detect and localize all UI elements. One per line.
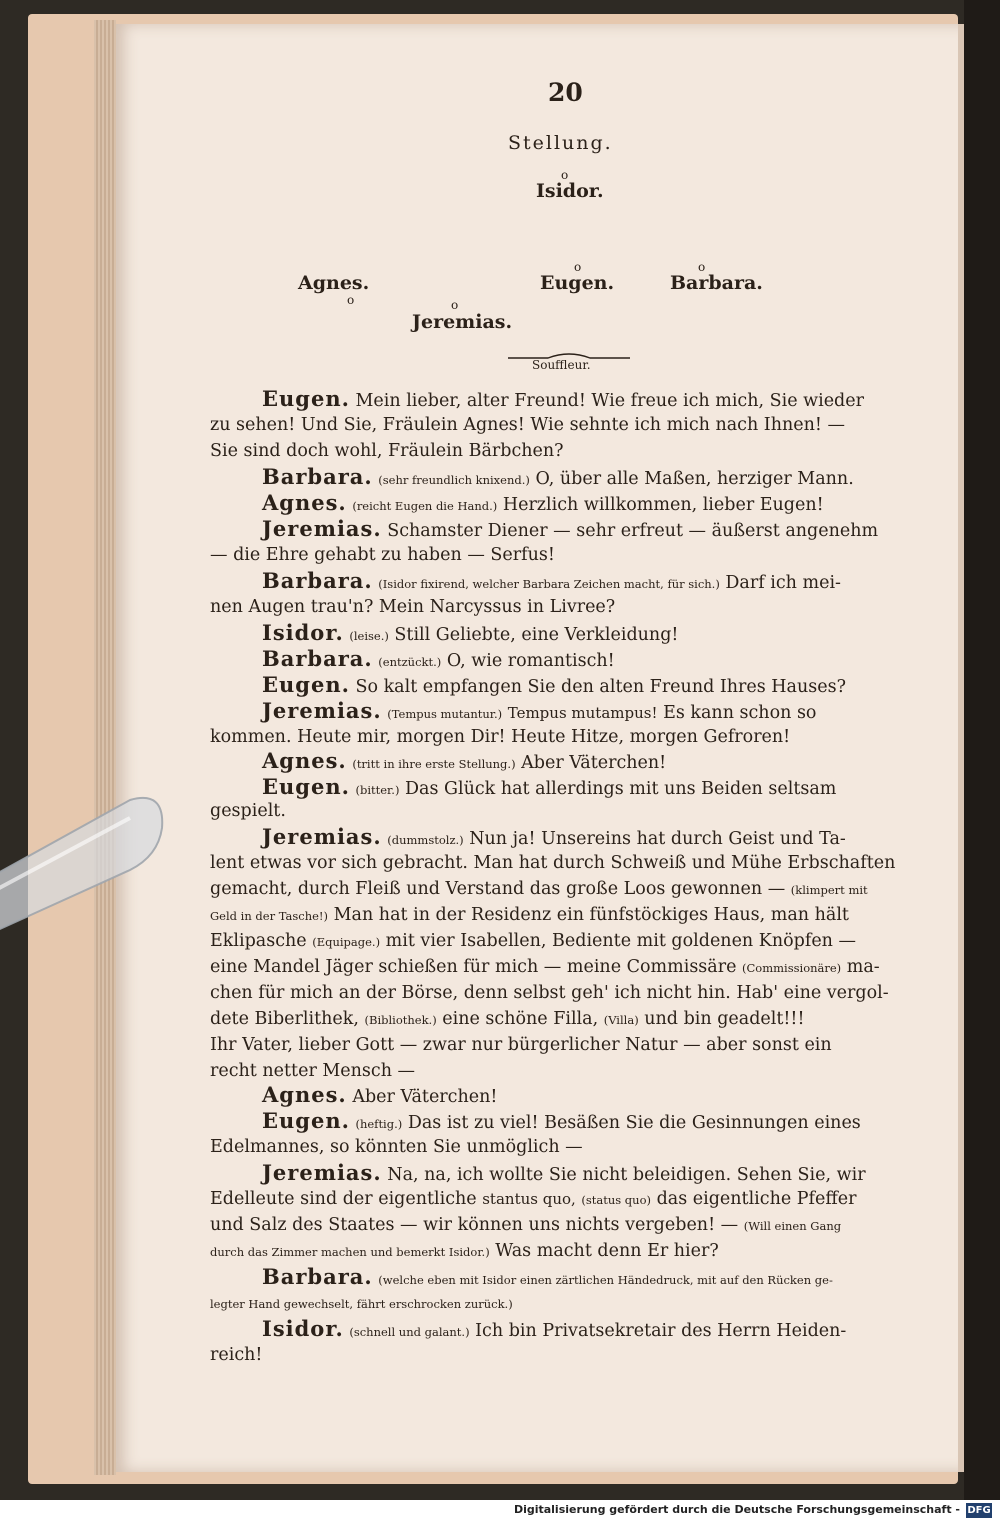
stage-heading: Stellung. bbox=[508, 132, 613, 154]
dialogue-text-segment: Edelmannes, so könnten Sie unmöglich — bbox=[210, 1137, 583, 1157]
footer-credit: Digitalisierung gefördert durch die Deutsche Forschungsgemeinschaft - bbox=[513, 1503, 960, 1516]
dialogue-text-segment: kommen. Heute mir, morgen Dir! Heute Hitze, morgen Gefroren! bbox=[210, 727, 791, 747]
dialogue-text-segment: lent etwas vor sich gebracht. Man hat durch Schweiß und Mühe Erbschaften bbox=[210, 853, 896, 873]
dialogue-text-segment: chen für mich an der Börse, denn selbst geh' ich nicht hin. Hab' eine vergol- bbox=[210, 983, 889, 1003]
text-line bbox=[210, 1238, 940, 1264]
dialogue-text-segment: Na, na, ich wollte Sie nicht beleidigen. Sehen Sie, wir bbox=[387, 1165, 866, 1185]
dialogue-text-segment: reich! bbox=[210, 1345, 263, 1365]
stage-direction: Geld in der Tasche!) bbox=[210, 909, 329, 923]
stage-direction: (dummstolz.) bbox=[387, 833, 464, 847]
text-line bbox=[262, 1082, 940, 1108]
text-line bbox=[262, 464, 940, 490]
text-line bbox=[210, 928, 940, 954]
dialogue-text-segment: Was macht denn Er hier? bbox=[495, 1241, 719, 1261]
dialogue-text-segment: Herzlich willkommen, lieber Eugen! bbox=[502, 495, 824, 515]
stage-isidor: Isidor. bbox=[536, 180, 604, 202]
stage-direction: (Will einen Gang bbox=[743, 1219, 842, 1233]
stage-direction: (Bibliothek.) bbox=[364, 1013, 437, 1027]
stage-direction: (heftig.) bbox=[355, 1117, 403, 1131]
speaker-name: Eugen. bbox=[262, 386, 350, 411]
text-line bbox=[262, 516, 940, 542]
text-line bbox=[262, 646, 940, 672]
dialogue-text-segment: gespielt. bbox=[210, 801, 286, 821]
dialogue-text-segment: und bin geadelt!!! bbox=[644, 1009, 805, 1029]
speaker-name: Barbara. bbox=[262, 646, 373, 671]
text-line bbox=[210, 594, 940, 620]
dialogue-text-segment: Aber Väterchen! bbox=[521, 753, 667, 773]
dialogue-text-segment: ma- bbox=[846, 957, 880, 977]
text-line bbox=[262, 620, 940, 646]
text-line bbox=[262, 1264, 940, 1290]
text-line bbox=[262, 568, 940, 594]
text-line bbox=[210, 1212, 940, 1238]
dialogue-text-segment: mit vier Isabellen, Bediente mit goldenen Knöpfen — bbox=[385, 931, 857, 951]
dialogue-text-segment: — die Ehre gehabt zu haben — Serfus! bbox=[210, 545, 555, 565]
dialogue-text-segment: eine schöne Filla, bbox=[442, 1009, 599, 1029]
text-line bbox=[262, 386, 940, 412]
stage-direction: (entzückt.) bbox=[378, 655, 442, 669]
dialogue-text-segment: Mein lieber, alter Freund! Wie freue ich mich, Sie wieder bbox=[355, 391, 864, 411]
stage-mark: o bbox=[347, 293, 355, 307]
text-line bbox=[210, 1290, 940, 1316]
dialogue-text-segment: Ich bin Privatsekretair des Herrn Heiden- bbox=[475, 1321, 847, 1341]
dialogue-text-segment: O, wie romantisch! bbox=[446, 651, 615, 671]
text-line bbox=[210, 412, 940, 438]
stage-mark: o bbox=[451, 298, 459, 312]
text-line bbox=[210, 954, 940, 980]
dialogue-text-segment: und Salz des Staates — wir können uns nichts vergeben! — bbox=[210, 1215, 739, 1235]
text-line bbox=[262, 1108, 940, 1134]
glass-weight bbox=[0, 788, 190, 948]
speaker-name: Eugen. bbox=[262, 1108, 350, 1133]
text-line bbox=[262, 698, 940, 724]
dialogue-text-segment: Ihr Vater, lieber Gott — zwar nur bürgerlicher Natur — aber sonst ein bbox=[210, 1035, 832, 1055]
stage-direction: (schnell und galant.) bbox=[349, 1325, 470, 1339]
speaker-name: Barbara. bbox=[262, 464, 373, 489]
text-line bbox=[210, 1058, 940, 1084]
text-line bbox=[210, 542, 940, 568]
text-line bbox=[262, 748, 940, 774]
stage-direction: (Isidor fixirend, welcher Barbara Zeichen macht, für sich.) bbox=[378, 577, 720, 591]
text-line bbox=[210, 1342, 940, 1368]
stage-direction: (welche eben mit Isidor einen zärtlichen Händedruck, mit auf den Rücken ge- bbox=[378, 1273, 833, 1287]
stage-direction: (bitter.) bbox=[355, 783, 400, 797]
stage-barbara: Barbara. bbox=[670, 272, 763, 294]
speaker-name: Eugen. bbox=[262, 672, 350, 697]
text-line bbox=[210, 1032, 940, 1058]
dialogue-text-segment: Still Geliebte, eine Verkleidung! bbox=[394, 625, 679, 645]
stage-direction: (Commissionäre) bbox=[742, 961, 842, 975]
dialogue-text-segment: Sie sind doch wohl, Fräulein Bärbchen? bbox=[210, 441, 564, 461]
stage-mark: o bbox=[574, 260, 582, 274]
dialogue-text-segment: gemacht, durch Fleiß und Verstand das große Loos gewonnen — bbox=[210, 879, 786, 899]
text-line bbox=[210, 850, 940, 876]
dialogue-text-segment: Es kann schon so bbox=[663, 703, 817, 723]
stage-direction: (Equipage.) bbox=[312, 935, 381, 949]
speaker-name: Barbara. bbox=[262, 1264, 373, 1289]
stage-direction: durch das Zimmer machen und bemerkt Isidor.) bbox=[210, 1245, 490, 1259]
speaker-name: Agnes. bbox=[262, 1082, 347, 1107]
dialogue-text-segment: O, über alle Maßen, herziger Mann. bbox=[535, 469, 854, 489]
dialogue-text-segment: dete Biberlithek, bbox=[210, 1009, 359, 1029]
stage-direction: (sehr freundlich knixend.) bbox=[378, 473, 530, 487]
stage-direction: legter Hand gewechselt, fährt erschrocken zurück.) bbox=[210, 1297, 513, 1311]
dialogue-text-segment: eine Mandel Jäger schießen für mich — meine Commissäre bbox=[210, 957, 737, 977]
dialogue-text-segment: nen Augen trau'n? Mein Narcyssus in Livree? bbox=[210, 597, 616, 617]
text-line bbox=[262, 1160, 940, 1186]
right-dark-margin bbox=[964, 0, 1000, 1500]
stage-direction: (Tempus mutantur.) bbox=[387, 707, 503, 721]
latin-phrase: stantus quo, bbox=[482, 1190, 576, 1208]
speaker-name: Agnes. bbox=[262, 490, 347, 515]
stage-direction: (klimpert mit bbox=[790, 883, 868, 897]
stage-direction: (Villa) bbox=[603, 1013, 639, 1027]
stage-souffleur: Souffleur. bbox=[532, 358, 591, 372]
stage-direction: (status quo) bbox=[581, 1193, 651, 1207]
stage-eugen: Eugen. bbox=[540, 272, 615, 294]
stage-jeremias: Jeremias. bbox=[412, 311, 513, 333]
speaker-name: Jeremias. bbox=[262, 1160, 382, 1185]
speaker-name: Jeremias. bbox=[262, 824, 382, 849]
stage-direction: (tritt in ihre erste Stellung.) bbox=[352, 757, 516, 771]
dialogue-text-segment: das eigentliche Pfeffer bbox=[656, 1189, 857, 1209]
text-line bbox=[262, 824, 940, 850]
dialogue-text-segment: Aber Väterchen! bbox=[352, 1087, 498, 1107]
speaker-name: Isidor. bbox=[262, 620, 344, 645]
dialogue-text-segment: recht netter Mensch — bbox=[210, 1061, 416, 1081]
speaker-name: Jeremias. bbox=[262, 698, 382, 723]
text-line bbox=[210, 1186, 940, 1212]
text-line bbox=[210, 1134, 940, 1160]
dialogue-text-segment: Darf ich mei- bbox=[725, 573, 841, 593]
text-line bbox=[262, 490, 940, 516]
text-line bbox=[262, 672, 940, 698]
text-line bbox=[210, 876, 940, 902]
speaker-name: Barbara. bbox=[262, 568, 373, 593]
stage-direction: (reicht Eugen die Hand.) bbox=[352, 499, 498, 513]
text-line bbox=[210, 798, 940, 824]
dialogue-text-segment: Nun ja! Unsereins hat durch Geist und Ta- bbox=[469, 829, 846, 849]
stage-direction: (leise.) bbox=[349, 629, 389, 643]
text-line bbox=[210, 902, 940, 928]
speaker-name: Agnes. bbox=[262, 748, 347, 773]
dialogue-text-segment: Das ist zu viel! Besäßen Sie die Gesinnungen eines bbox=[407, 1113, 861, 1133]
page-number: 20 bbox=[548, 78, 583, 107]
speaker-name: Isidor. bbox=[262, 1316, 344, 1341]
dialogue-text-segment: Man hat in der Residenz ein fünfstöckiges Haus, man hält bbox=[333, 905, 849, 925]
text-line bbox=[210, 438, 940, 464]
dialogue-text-segment: So kalt empfangen Sie den alten Freund Ihres Hauses? bbox=[355, 677, 846, 697]
text-line bbox=[210, 1006, 940, 1032]
dialogue-text-segment: Eklipasche bbox=[210, 931, 307, 951]
dialogue-text-segment: Edelleute sind der eigentliche bbox=[210, 1189, 477, 1209]
stage-mark: o bbox=[561, 168, 569, 182]
speaker-name: Jeremias. bbox=[262, 516, 382, 541]
text-line bbox=[262, 1316, 940, 1342]
stage-agnes: Agnes. bbox=[298, 272, 370, 294]
page-stack-edge bbox=[94, 20, 116, 1475]
dialogue-text-segment: zu sehen! Und Sie, Fräulein Agnes! Wie sehnte ich mich nach Ihnen! — bbox=[210, 415, 845, 435]
dialogue-text-segment: Das Glück hat allerdings mit uns Beiden seltsam bbox=[405, 779, 837, 799]
text-line bbox=[262, 774, 940, 800]
speaker-name: Eugen. bbox=[262, 774, 350, 799]
text-line bbox=[210, 724, 940, 750]
dialogue-text-segment: Schamster Diener — sehr erfreut — äußerst angenehm bbox=[387, 521, 879, 541]
dfg-logo: DFG bbox=[967, 1505, 991, 1516]
latin-phrase: Tempus mutampus! bbox=[507, 704, 658, 722]
stage-mark: o bbox=[698, 260, 706, 274]
text-line bbox=[210, 980, 940, 1006]
